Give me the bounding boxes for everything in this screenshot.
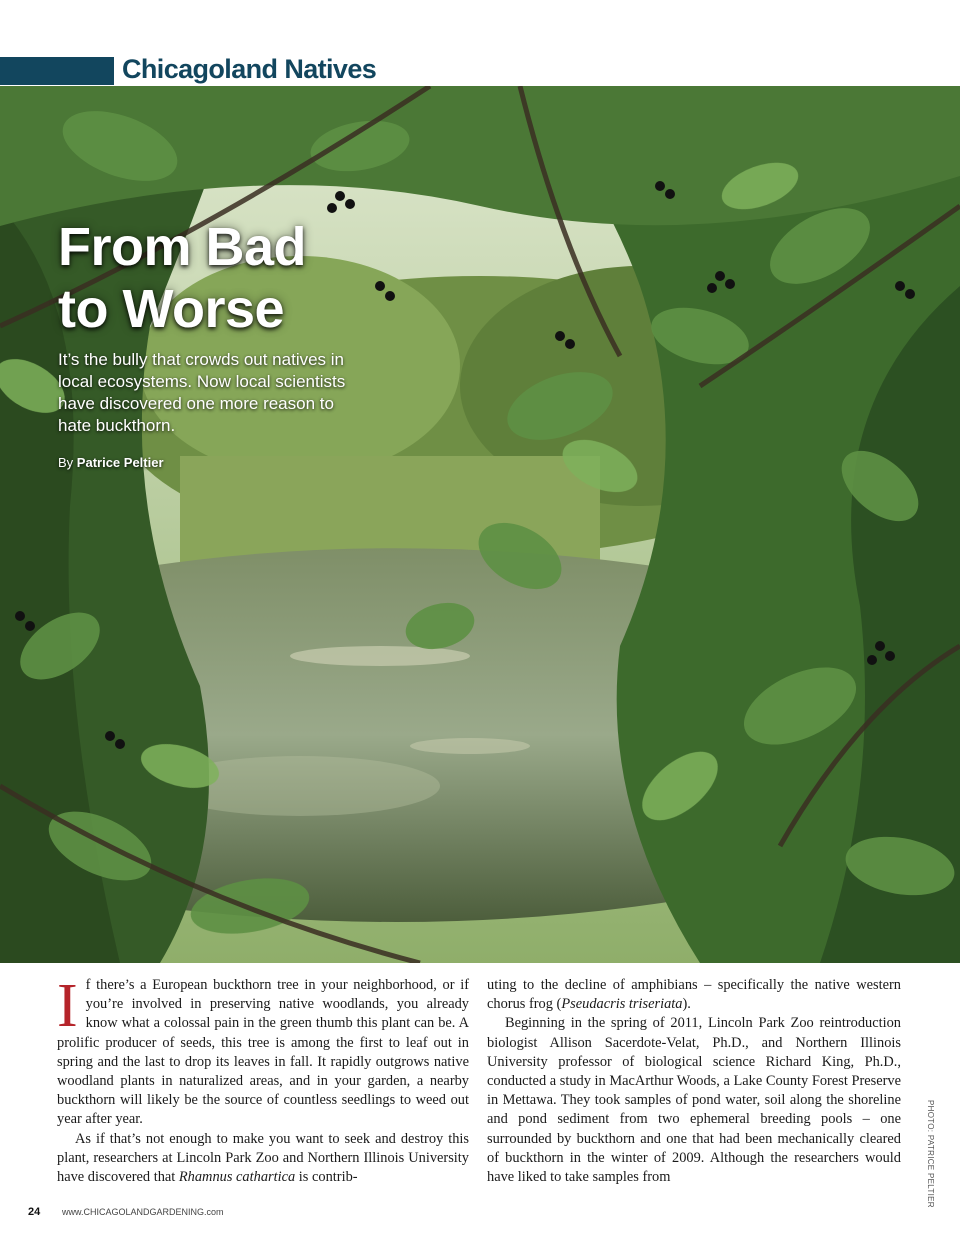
paragraph-3-species-name: Pseudacris triseriata	[561, 996, 683, 1013]
article-dek: It’s the bully that crowds out natives in local ecosystems. Now local scientists have discovered one more reason to hate buckthorn.	[58, 350, 346, 435]
paragraph-2-text-a: As if that’s not enough to make you want to seek and destroy this plant, researchers at Lincoln Park Zoo and Northern Illinois University have discovered that	[57, 1130, 469, 1186]
hero-photo	[0, 86, 960, 963]
paragraph-3-text-b: ).	[682, 996, 691, 1013]
headline-line-2: to Worse	[58, 279, 285, 339]
website-url: www.CHICAGOLANDGARDENING.com	[62, 1207, 224, 1217]
headline	[58, 216, 306, 340]
paragraph-3-text-a: uting to the decline of amphibians – specifically the native western chorus frog (	[487, 977, 901, 1013]
headline-line-1: From Bad	[58, 217, 307, 277]
paragraph-4: Beginning in the spring of 2011, Lincoln Park Zoo reintroduction biologist Allison Sacerdote-Velat, Ph.D., and Northern Illinois University professor of biological science Richard King, Ph.D., conducted a study in MacArthur Woods, a Lake County Forest Preserve in Mettawa. They took samples of pond water, soil along the shoreline and pond sediment from two ephemeral breeding pools – one surrounded by buckthorn and one that had been mechanically cleared of buckthorn in the winter of 2009. Although the researchers would have liked to take samples from	[487, 1015, 901, 1186]
photo-credit: PHOTO: PATRICE PELTIER	[926, 1100, 935, 1208]
paragraph-1-line-1: f there’s a European buckthorn tree in your neighborhood,	[85, 977, 443, 993]
paragraph-3	[487, 976, 901, 1014]
body-column-2	[487, 976, 901, 1187]
paragraph-1	[57, 972, 469, 1130]
body-column-1	[57, 972, 469, 1187]
byline-author: Patrice Peltier	[76, 455, 164, 470]
byline-prefix: By	[58, 455, 74, 470]
section-color-bar	[0, 57, 114, 85]
paragraph-1-continued: plant can be. A prolific producer of seeds, this tree is among the first to leaf out in spring and the last to drop its leaves in fall. It rapidly outgrows native woodland plants in naturalized areas, and in your garden, a nearby buckthorn will likely be the source of countless seedlings to weed out year after year.	[57, 1015, 469, 1128]
paragraph-1-line-3: already know what a colossal pain in the green thumb this	[85, 996, 469, 1032]
paragraph-1-line-2: or if you’re involved in preserving native woodlands, you	[85, 977, 469, 1013]
section-title: Chicagoland Natives	[122, 54, 377, 84]
paragraph-2-species-name: Rhamnus cathartica	[178, 1169, 296, 1186]
byline	[58, 455, 164, 470]
drop-cap: I	[57, 972, 78, 1040]
paragraph-2-text-b: is contrib-	[295, 1169, 358, 1186]
paragraph-2	[57, 1130, 469, 1188]
page-number: 24	[28, 1206, 41, 1218]
